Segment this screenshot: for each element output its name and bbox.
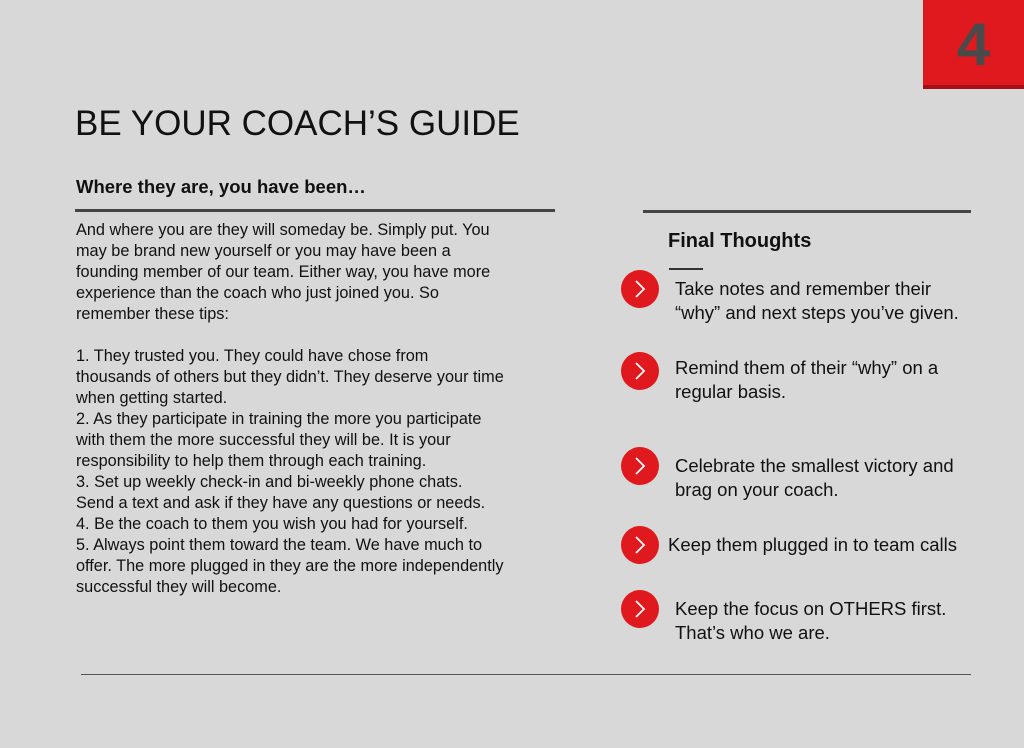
final-thought-line: Celebrate the smallest victory and <box>675 455 954 476</box>
final-thought-text <box>668 533 957 557</box>
final-thought-line: “why” and next steps you’ve given. <box>675 302 959 323</box>
tips-line: 2. As they participate in training the more you participate <box>76 410 482 428</box>
body-text <box>76 220 561 598</box>
page-number: 4 <box>956 10 991 78</box>
tips-line: 4. Be the coach to them you wish you had for yourself. <box>76 515 468 533</box>
chevron-right-icon <box>621 352 659 390</box>
left-divider <box>75 209 555 212</box>
tips-line: with them the more successful they will be. It is your <box>76 431 451 449</box>
final-thought-text <box>675 454 954 502</box>
intro-line: remember these tips: <box>76 305 229 323</box>
chevron-right-icon <box>621 270 659 308</box>
page-title: BE YOUR COACH’S GUIDE <box>75 104 520 143</box>
page-number-box <box>923 0 1024 89</box>
tips-line: 3. Set up weekly check-in and bi-weekly phone chats. <box>76 473 463 491</box>
heading-underline <box>669 268 703 270</box>
intro-line: experience than the coach who just joined you. So <box>76 284 439 302</box>
final-thought-text <box>675 356 938 404</box>
final-thought-text <box>675 277 959 325</box>
intro-line: may be brand new yourself or you may have been a <box>76 242 451 260</box>
bottom-divider <box>81 674 971 675</box>
paragraph-spacer <box>76 325 561 346</box>
final-thought-line: regular basis. <box>675 381 787 402</box>
final-thought-line: That’s who we are. <box>675 622 830 643</box>
final-thoughts-heading: Final Thoughts <box>668 230 812 252</box>
final-thought-text <box>675 597 946 645</box>
tips-line: successful they will become. <box>76 578 282 596</box>
final-thought-line: Take notes and remember their <box>675 278 932 299</box>
chevron-right-icon <box>621 590 659 628</box>
final-thought-line: Keep the focus on OTHERS first. <box>675 598 947 619</box>
tips-line: when getting started. <box>76 389 228 407</box>
right-divider <box>643 210 971 213</box>
chevron-right-icon <box>621 526 659 564</box>
intro-line: founding member of our team. Either way, you have more <box>76 263 491 281</box>
tips-line: responsibility to help them through each training. <box>76 452 427 470</box>
section-subtitle: Where they are, you have been… <box>76 176 366 197</box>
final-thought-line: Remind them of their “why” on a <box>675 357 939 378</box>
tips-line: 5. Always point them toward the team. We have much to <box>76 536 483 554</box>
tips-line: thousands of others but they didn’t. They deserve your time <box>76 368 504 386</box>
chevron-right-icon <box>621 447 659 485</box>
intro-line: And where you are they will someday be. Simply put. You <box>76 221 490 239</box>
final-thought-line: Keep them plugged in to team calls <box>668 534 957 555</box>
final-thought-line: brag on your coach. <box>675 479 839 500</box>
tips-line: Send a text and ask if they have any questions or needs. <box>76 494 486 512</box>
tips-line: 1. They trusted you. They could have chose from <box>76 347 429 365</box>
tips-line: offer. The more plugged in they are the more independently <box>76 557 504 575</box>
